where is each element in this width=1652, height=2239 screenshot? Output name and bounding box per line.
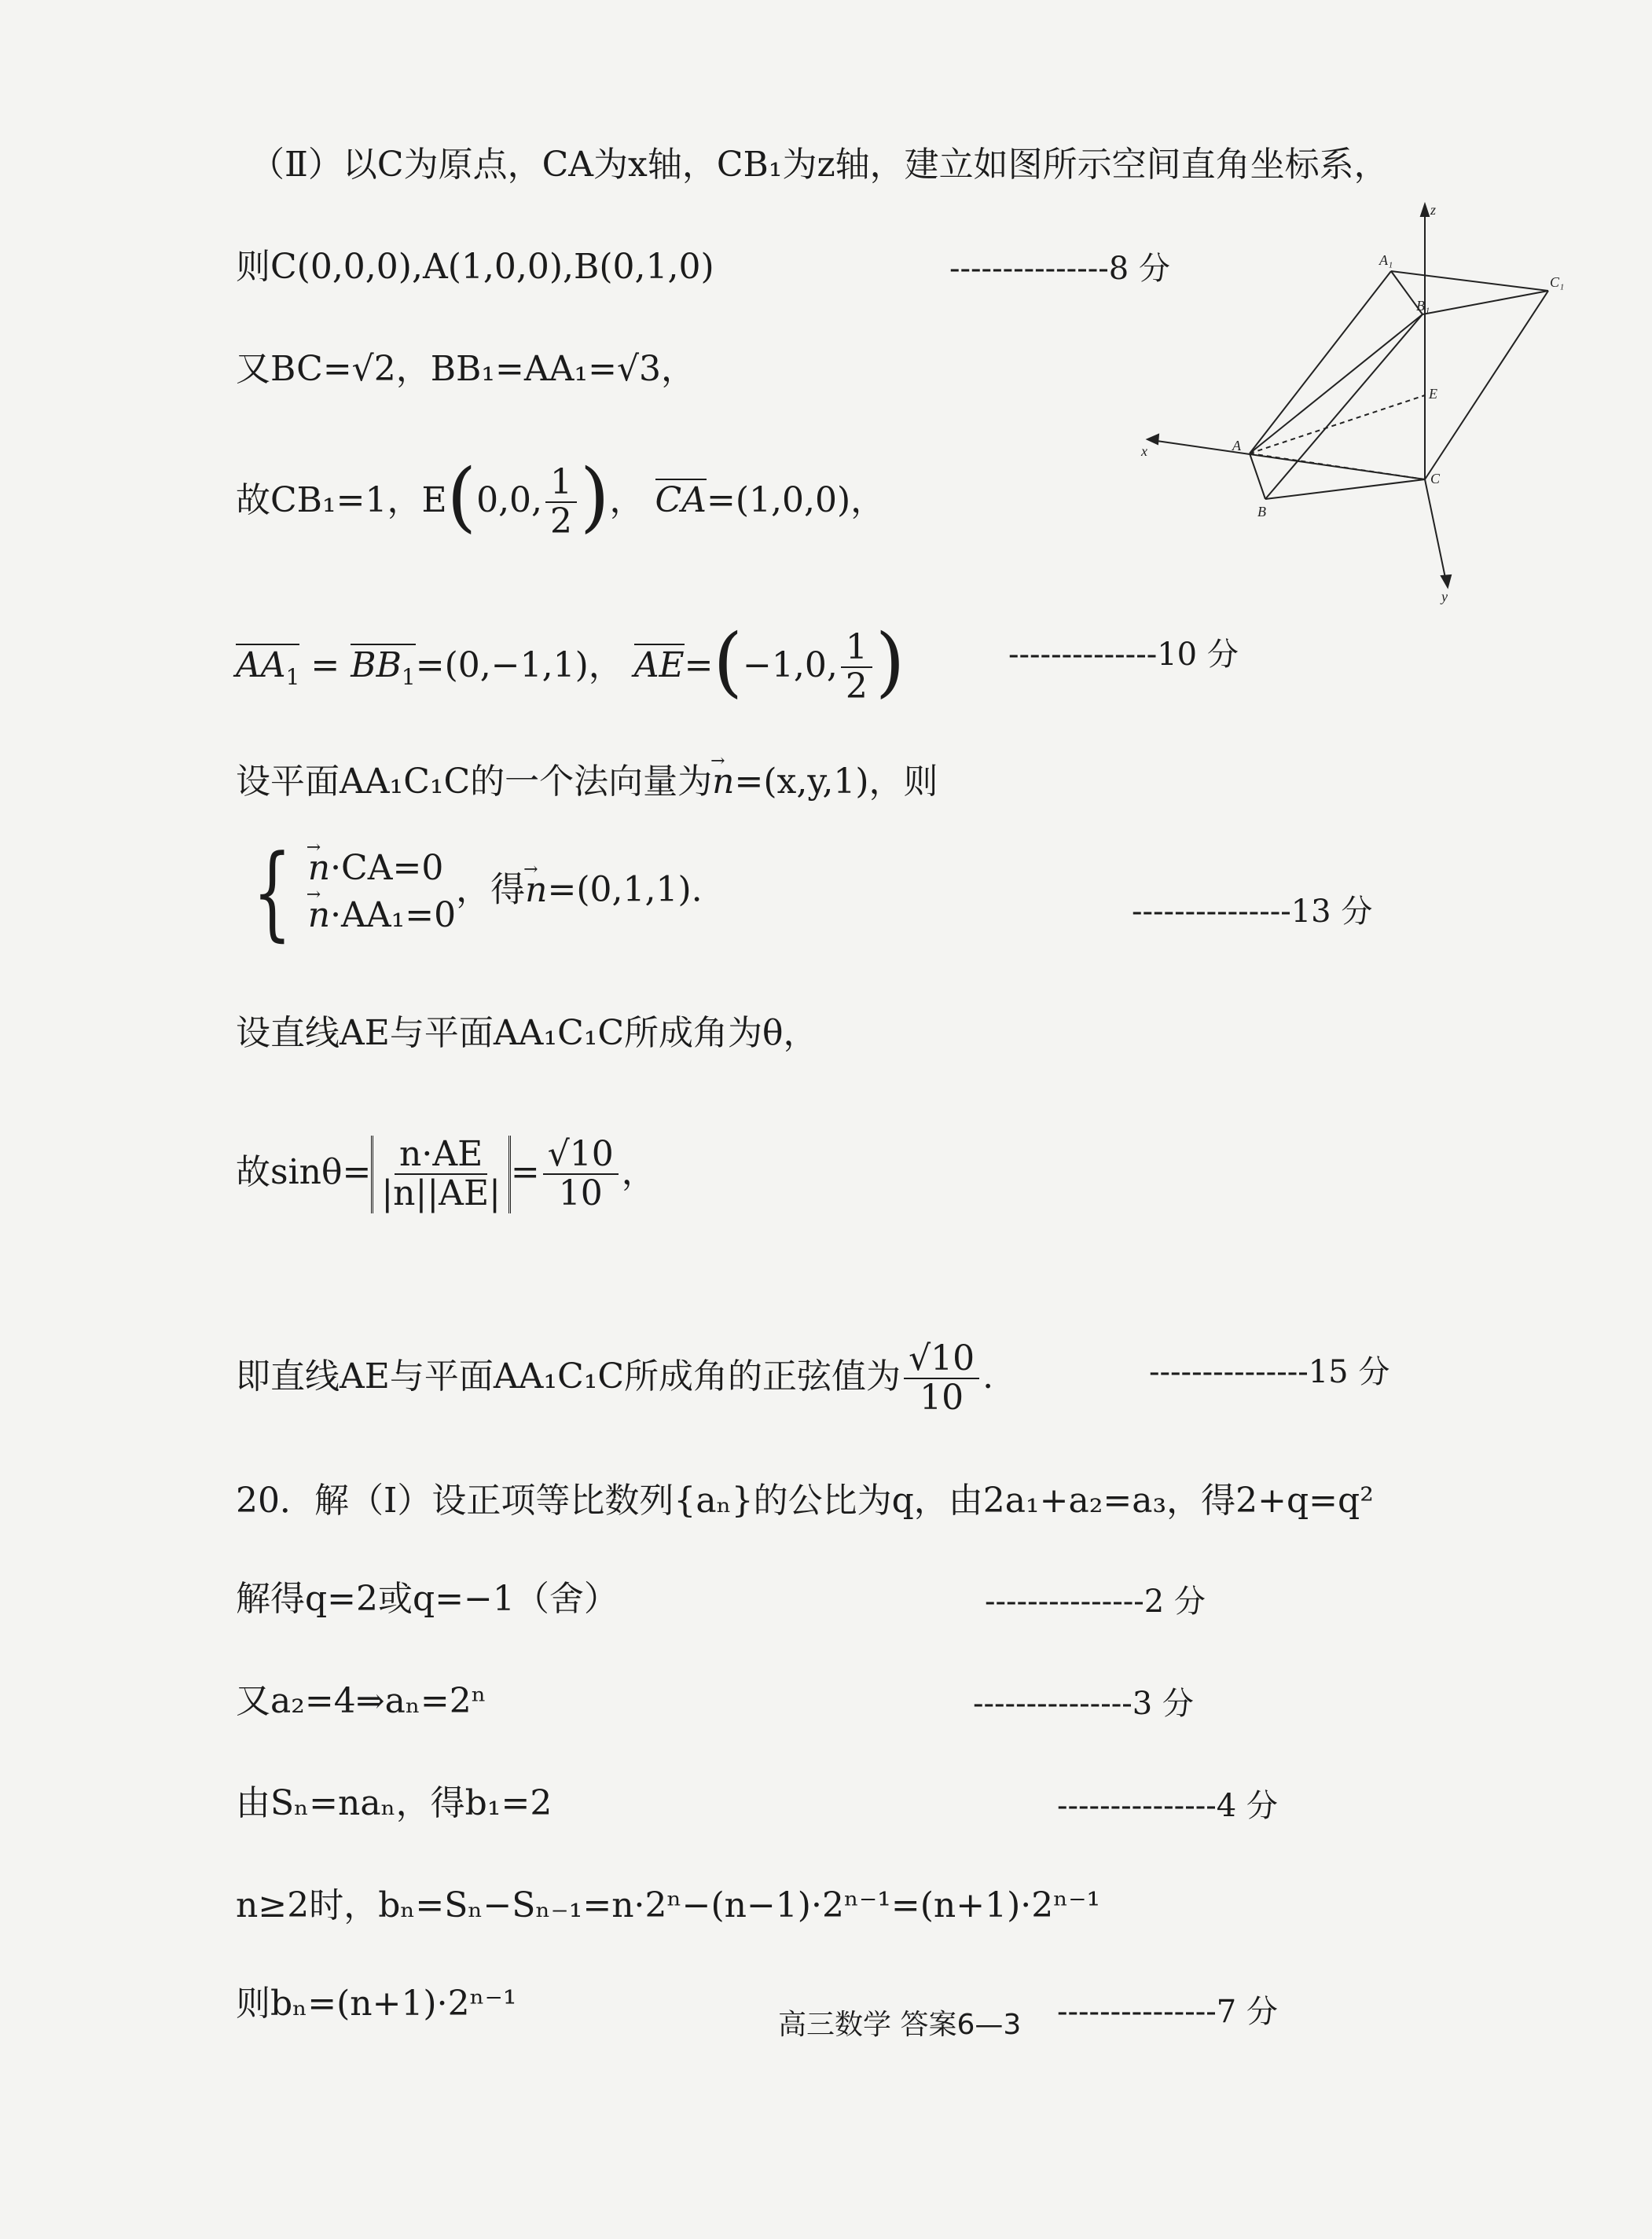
edge-CC1 <box>1425 291 1548 479</box>
label-B: B <box>1257 504 1266 519</box>
q20-line4: 由Sₙ=naₙ，得b₁=2 <box>236 1783 553 1823</box>
half-fraction: $\frac{1}{2}$ <box>545 464 577 541</box>
abs-fraction: $\frac{n\cdot AE}{|n||AE|}$ <box>371 1136 511 1213</box>
label-B1: B₁ <box>1416 298 1430 314</box>
y-axis <box>1425 479 1446 582</box>
z-axis-arrow <box>1421 204 1429 216</box>
label-x: x <box>1141 443 1147 459</box>
x-axis-arrow <box>1147 435 1158 444</box>
prism-coordinate-figure <box>1140 200 1572 609</box>
ca-vector-value: =(1,0,0)， <box>706 479 886 520</box>
label-z: z <box>1430 202 1437 218</box>
edge-B1C1 <box>1423 291 1548 314</box>
q20-line3: 又a₂=4⇒aₙ=2ⁿ <box>236 1681 486 1721</box>
bb1-vector: $BB_1$ <box>351 644 416 690</box>
label-y: y <box>1441 589 1448 604</box>
e-coord-left: 0,0, <box>476 479 543 520</box>
y-axis-arrow <box>1441 575 1451 587</box>
score-15: ---------------15 分 <box>1149 1354 1390 1390</box>
normal-system: { → n·CA=0 → n·AA₁=0 ，得→ n=(0,1,1). <box>240 841 703 943</box>
cb1-prefix: 故CB₁=1，E <box>236 479 447 520</box>
angle-def-line: 设直线AE与平面AA₁C₁C所成角为θ， <box>236 1013 818 1053</box>
score-4: ---------------4 分 <box>1057 1788 1278 1824</box>
label-E: E <box>1429 386 1437 402</box>
q20-line1: 20．解（Ⅰ）设正项等比数列{aₙ}的公比为q，由2a₁+a₂=a₃，得2+q=q² <box>236 1481 1374 1521</box>
q20-line2: 解得q=2或q=−1（舍） <box>236 1579 619 1619</box>
edge-BC <box>1265 479 1425 499</box>
aa1-vector: $AA_1$ <box>236 644 300 690</box>
label-A: A <box>1232 438 1241 453</box>
score-7: ---------------7 分 <box>1057 1994 1278 2030</box>
vector-line: $AA_1 = BB_1=(0,-1,1)$， AE=(−1,0, $\frac{1}{2}$ ) <box>236 617 905 707</box>
vec-line-value: =(0,−1,1)， <box>415 644 623 685</box>
label-C: C <box>1430 471 1441 486</box>
conclusion-line: 即直线AE与平面AA₁C₁C所成角的正弦值为 $\frac{√10}{10}$ . <box>236 1338 994 1419</box>
edge-BB1 <box>1265 314 1423 499</box>
ae-half-fraction: $\frac{1}{2}$ <box>841 629 872 707</box>
sin-value: $\frac{√10}{10}$ <box>543 1136 619 1213</box>
normal-intro-line: 设平面AA₁C₁C的一个法向量为→ n=(x,y,1)，则 <box>236 758 938 806</box>
score-10: --------------10 分 <box>1008 637 1239 673</box>
score-8: ---------------8 分 <box>949 251 1170 287</box>
label-C1: C₁ <box>1550 274 1565 290</box>
q20-line6: 则bₙ=(n+1)·2ⁿ⁻¹ <box>236 1984 517 2024</box>
edge-AB <box>1250 453 1265 499</box>
n-vector: → n <box>712 758 734 806</box>
conclusion-value: $\frac{√10}{10}$ <box>904 1340 979 1418</box>
lengths-line: 又BC=√2，BB₁=AA₁=√3， <box>236 349 696 389</box>
ae-vector: AE <box>633 644 685 685</box>
edge-AA1 <box>1250 271 1391 453</box>
label-A1: A₁ <box>1379 252 1393 268</box>
ae-coord-left: −1,0, <box>743 644 838 685</box>
edge-A1C1 <box>1391 271 1548 291</box>
edge-AE <box>1250 395 1425 453</box>
part2-intro: （Ⅱ）以C为原点，CA为x轴，CB₁为z轴，建立如图所示空间直角坐标系， <box>250 145 1389 185</box>
ca-vector: CA <box>655 479 707 520</box>
system-row-1: → n·CA=0 <box>308 845 456 892</box>
page-footer: 高三数学 答案6—3 <box>778 2009 1022 2041</box>
system-row-2: → n·AA₁=0 <box>308 892 456 939</box>
score-3: ---------------3 分 <box>973 1686 1194 1722</box>
q20-line5: n≥2时，bₙ=Sₙ−Sₙ₋₁=n·2ⁿ−(n−1)·2ⁿ⁻¹=(n+1)·2ⁿ⁻¹ <box>236 1885 1101 1925</box>
coords-line: 则C(0,0,0),A(1,0,0),B(0,1,0) <box>236 247 714 287</box>
edge-AB1 <box>1250 314 1423 453</box>
system-result-value: =(0,1,1). <box>547 869 703 910</box>
left-brace: { <box>252 832 292 952</box>
cb1-e-line: 故CB₁=1，E(0,0, $\frac{1}{2}$ )， CA=(1,0,0)， <box>236 452 886 542</box>
edge-AC <box>1250 453 1425 479</box>
score-13: ---------------13 分 <box>1132 894 1373 930</box>
score-2: ---------------2 分 <box>985 1584 1206 1620</box>
sin-line: 故sinθ= $\frac{n\cdot AE}{|n||AE|}$ = $\frac{√10}{10}$ ， <box>236 1134 656 1214</box>
